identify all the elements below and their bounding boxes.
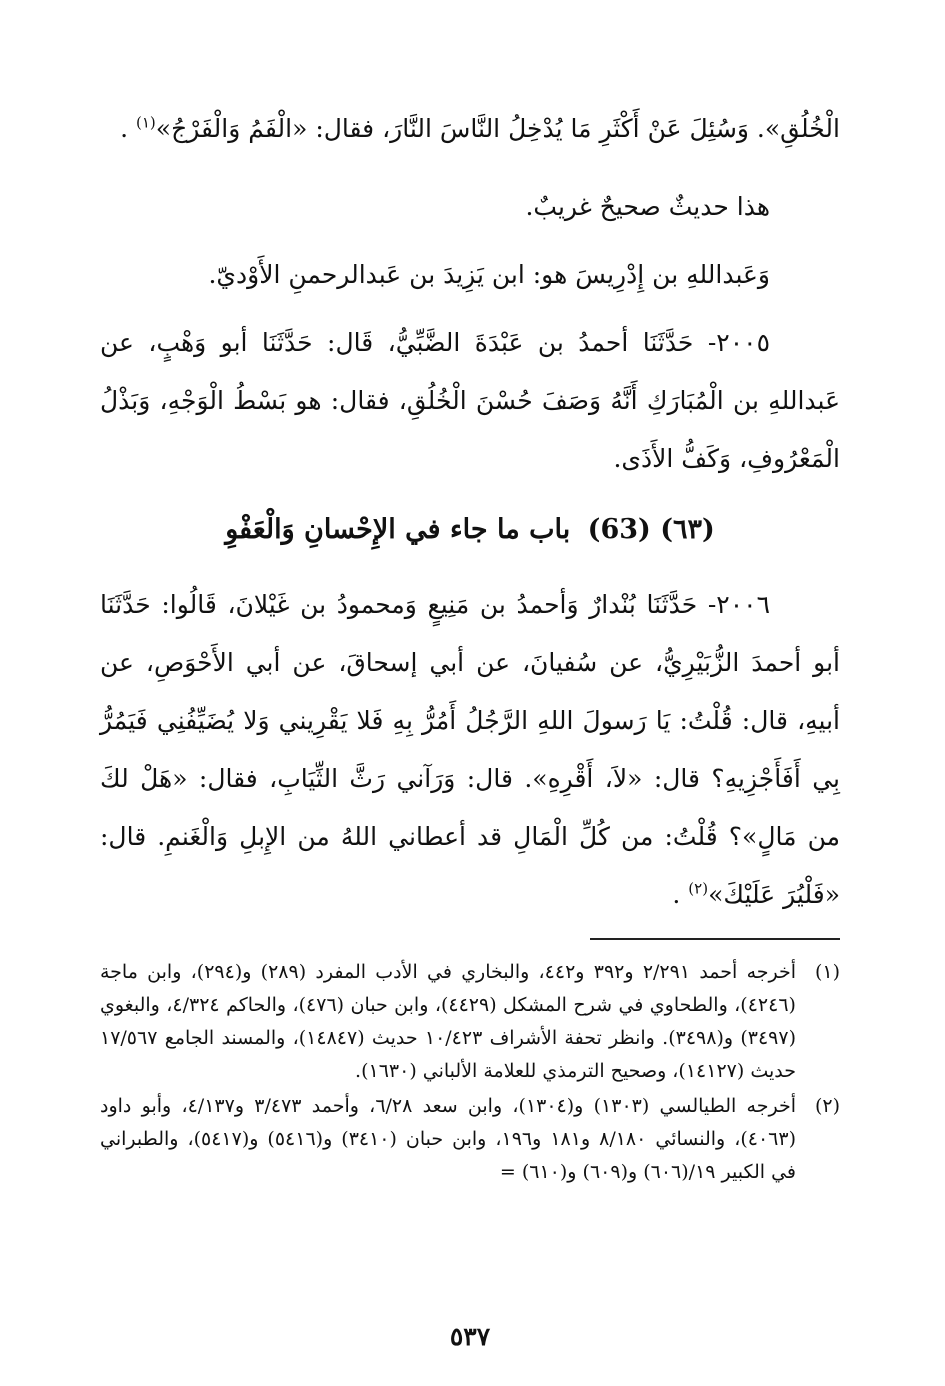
paragraph-end-mark: . [120,114,136,143]
book-page [100,100,840,1351]
paragraph-text: الْخُلُقِ». وَسُئِلَ عَنْ أَكْثَرِ مَا يُدْخِلُ النَّاسَ النَّارَ، فقال: «الْفَمُ وَالْفَرْجُ» [155,114,840,143]
page-number: ٥٣٧ [449,1322,491,1351]
footnotes [100,956,840,1189]
hadith-2006-end-mark: . [672,880,689,909]
main-text [100,100,840,924]
paragraph-hadith-end [100,100,840,158]
footnote-2 [100,1090,840,1189]
paragraph-grading: هذا حديثٌ صحيحٌ غريبٌ. [525,192,770,221]
footnote-text: أخرجه أحمد ٢/٢٩١ و٣٩٢ و٤٤٢، والبخاري في الأدب المفرد (٢٨٩) و(٢٩٤)، وابن ماجة (٤٢٤٦)، والطحاوي في شرح المشكل (٤٤٢٩)، وابن حبان (٤٧٦)، والحاكم ٤/٣٢٤، والبغوي (٣٤٩٧) و(٣٤٩٨). وانظر تحفة الأشراف ١٠/٤٢٣ حديث (١٤٨٤٧)، والمسند الجامع ١٧/٥٦٧ حديث (١٤١٢٧)، وصحيح الترمذي للعلامة الألباني (١٦٣٠). [100,961,797,1082]
chapter-title: باب ما جاء في الإِحْسانِ وَالْعَفْوِ [225,514,571,545]
chapter-number: (٦٣) (63) [587,514,715,545]
footnote-number: (٢) [814,1095,840,1117]
hadith-2006 [100,576,840,924]
footnote-text: أخرجه الطيالسي (١٣٠٣) و(١٣٠٤)، وابن سعد ٦/٢٨، وأحمد ٣/٤٧٣ و٤/١٣٧، وأبو داود (٤٠٦٣)، والنسائي ٨/١٨٠ و١٨١ و١٩٦، وابن حبان (٣٤١٠) و(٥٤١٦) و(٥٤١٧)، والطبراني في الكبير ١٩/(٦٠٦) و(٦٠٩) و(٦١٠) = [100,1095,797,1183]
footnote-ref-2: (٢) [688,879,709,898]
paragraph-narrator-note: وَعَبداللهِ بن إِدْرِيسَ هو: ابن يَزِيدَ بن عَبدالرحمنِ الأَوْديّ. [208,260,770,289]
hadith-2006-text: ٢٠٠٦- حَدَّثَنَا بُنْدارٌ وَأحمدُ بن مَنِيعٍ وَمحمودُ بن غَيْلانَ، قَالُوا: حَدَّثَنَا أبو أحمدَ الزُّبَيْرِيُّ، عن سُفيانَ، عن أبي إسحاقَ، عن أبي الأَحْوَصِ، عن أبيهِ، قال: قُلْتُ: يَا رَسولَ اللهِ الرَّجُلُ أَمُرُّ بِهِ فَلا يَقْرِيني وَلا يُضَيِّفُنِي فَيَمُرُّ بِي أَفَأَجْزِيهِ؟ قال: «لاَ، أَقْرِهِ». قال: وَرَآني رَثَّ الثِّيَابِ، فقال: «هَلْ لكَ من مَالٍ»؟ قُلْتُ: من كُلِّ الْمَالِ قد أعطاني اللهُ من الإِبلِ وَالْغَنمِ. قال: «فَلْيُرَ عَلَيْكَ» [100,590,840,909]
footnote-separator [590,938,840,940]
footnote-1 [100,956,840,1088]
hadith-2005: ٢٠٠٥- حَدَّثَنَا أحمدُ بن عَبْدَةَ الضَّبِّيُّ، قَال: حَدَّثَنَا أبو وَهْبٍ، عن عَبداللهِ بن الْمُبَارَكِ أَنَّهُ وَصَفَ حُسْنَ الْخُلُقِ، فقال: هو بَسْطُ الْوَجْهِ، وَبَذْلُ الْمَعْرُوفِ، وَكَفُّ الأَذَى. [100,328,840,473]
footnote-number: (١) [814,961,840,983]
chapter-heading [100,506,840,554]
footnote-ref-1: (١) [136,113,156,132]
